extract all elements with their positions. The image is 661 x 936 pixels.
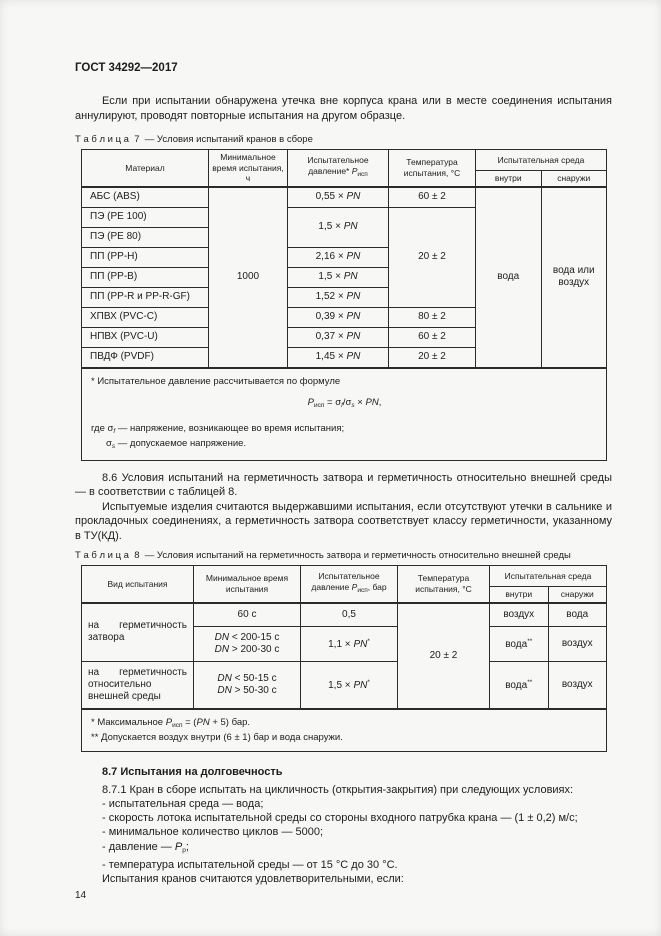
t8-header-temperature: Температура испытания, °С: [398, 566, 490, 603]
pressure-coefficient: 0,39 ×: [315, 311, 347, 322]
footnote-marker: **: [527, 679, 533, 686]
page-number: 14: [75, 889, 87, 901]
dn-condition-line: [198, 644, 296, 656]
t7-temp-cell: 20 ± 2: [389, 207, 476, 307]
t7-header-temperature: Температура испытания, °С: [389, 150, 476, 187]
t7-outside-cell: вода или воздух: [541, 187, 607, 368]
bullet-pressure-subscript: р: [182, 846, 186, 854]
t7-material-cell: ХПВХ (PVC-C): [82, 307, 209, 327]
t7-pressure-cell: [288, 247, 389, 267]
foot1-sub: исп: [172, 721, 183, 729]
footnote-marker: *: [367, 679, 370, 686]
t7-temp-cell: 80 ± 2: [389, 307, 476, 327]
t7-header-time: Минимальное время испытания, ч: [209, 150, 288, 187]
table-row: [82, 603, 607, 627]
table7: [81, 149, 607, 461]
t7-material-cell: ПП (PP-B): [82, 267, 209, 287]
foot1-end: + 5) бар.: [209, 716, 251, 728]
t8-footnote-cell: [82, 709, 607, 752]
t8-outside-cell: воздух: [548, 661, 607, 709]
t7-material-cell: НПВХ (PVC-U): [82, 327, 209, 347]
t7-header-pressure-subscript: исп: [357, 170, 368, 178]
t8-header-time: Минимальное время испытания: [194, 566, 301, 603]
formula-pn: PN: [365, 396, 379, 408]
t8-header-outside: снаружи: [548, 587, 607, 603]
pressure-coefficient: 1,5 ×: [318, 271, 344, 282]
table7-caption-text: — Условия испытаний кранов в сборе: [144, 134, 313, 145]
pressure-coefficient: 1,1 ×: [328, 639, 354, 650]
formula-times: ×: [354, 396, 366, 408]
dn-condition-line: [198, 673, 296, 685]
t8-footnote-row: [82, 709, 607, 752]
where1-sub: f: [113, 427, 116, 435]
table8-caption: [75, 550, 612, 561]
t7-inside-cell: вода: [476, 187, 542, 368]
t7-material-cell: ПЭ (PE 100): [82, 207, 209, 227]
section-8-7-1-paragraph: 8.7.1 Кран в сборе испытать на цикличность (открытия-закрытия) при следующих условиях:: [102, 783, 574, 796]
pn-symbol: PN: [353, 639, 368, 650]
bullet-pressure-end: ;: [185, 840, 189, 853]
pn-symbol: PN: [346, 331, 361, 342]
t7-header-material: Материал: [82, 150, 209, 187]
t7-material-cell: ПП (PP-H): [82, 247, 209, 267]
table8: [81, 565, 607, 752]
t7-pressure-cell: [288, 327, 389, 347]
table7-caption: [75, 134, 612, 145]
pn-symbol: PN: [346, 291, 361, 302]
formula-end: ,: [378, 396, 382, 408]
t7-footnote-cell: [82, 368, 607, 461]
pn-symbol: PN: [346, 251, 361, 262]
t8-outside-cell: воздух: [548, 626, 607, 661]
t8-time-cell: [194, 626, 301, 661]
t7-pressure-cell: [288, 307, 389, 327]
table8-caption-label: Т а б л и ц а 8: [75, 550, 145, 561]
pressure-coefficient: 0,55 ×: [315, 191, 347, 202]
medium-value: вода: [505, 680, 528, 691]
pressure-coefficient: 2,16 ×: [315, 251, 347, 262]
t7-where-line1: [91, 423, 598, 438]
formula-p-sub: исп: [313, 401, 325, 409]
t7-header-medium: Испытательная среда: [476, 150, 607, 171]
t7-header-pressure: [288, 150, 389, 187]
medium-value: вода: [505, 639, 528, 650]
t7-where-line2: [91, 438, 598, 453]
t7-formula: [91, 397, 598, 412]
pn-symbol: PN: [343, 221, 358, 232]
foot1-pn: PN: [196, 716, 210, 728]
dn-condition-text: < 200-15 с: [229, 631, 280, 643]
t7-material-cell: ПП (PP-R и PP-R-GF): [82, 287, 209, 307]
formula-eq: = σ: [324, 396, 342, 408]
t7-temp-cell: 20 ± 2: [389, 347, 476, 368]
t7-material-cell: АБС (ABS): [82, 187, 209, 208]
t8-inside-cell: воздух: [490, 603, 549, 627]
dn-symbol: DN: [214, 631, 230, 643]
t7-footnote-row: [82, 368, 607, 461]
bullet-test-medium: - испытательная среда — вода;: [102, 797, 264, 810]
t7-footnote-intro: * Испытательное давление рассчитывается по формуле: [91, 375, 341, 387]
t8-header-kind: Вид испытания: [82, 566, 194, 603]
formula-p: P: [307, 396, 314, 408]
t8-kind-cell: на герметичность относительно внешней среды: [82, 661, 194, 709]
foot1-p: P: [165, 716, 173, 728]
dn-condition-text: > 200-30 с: [229, 643, 280, 655]
pressure-coefficient: 1,5 ×: [328, 680, 354, 691]
formula-f-sub: f: [341, 401, 343, 409]
t8-footnote-1: [91, 717, 598, 732]
dn-condition-text: > 50-30 с: [231, 684, 277, 696]
where2-pre: σ: [106, 437, 112, 449]
where2-sub: s: [111, 442, 116, 450]
bullet-pressure-text: - давление —: [102, 840, 175, 853]
foot1-pre: * Максимальное: [91, 716, 166, 728]
t7-material-cell: ПЭ (PE 80): [82, 227, 209, 247]
dn-condition-text: < 50-15 с: [231, 672, 277, 684]
t7-time-cell: 1000: [209, 187, 288, 368]
t7-temp-cell: 60 ± 2: [389, 327, 476, 347]
section-8-7-title: 8.7 Испытания на долговечность: [102, 765, 283, 778]
dn-symbol: DN: [217, 684, 232, 696]
bullet-cycle-count: - минимальное количество циклов — 5000;: [102, 826, 324, 839]
t8-header-pressure-text: Испытательное давление: [311, 571, 380, 592]
intro-paragraph: Если при испытании обнаружена утечка вне корпуса крана или в месте соединения испытания аннулируют, проводят повторные испытания на другом образце.: [75, 95, 612, 122]
t8-footnote-2: ** Допускается воздух внутри (6 ± 1) бар и вода снаружи.: [91, 731, 343, 743]
bullet-pressure: [75, 840, 612, 858]
pressure-coefficient: 1,52 ×: [315, 291, 347, 302]
dn-symbol: DN: [214, 643, 230, 655]
dn-symbol: DN: [217, 672, 232, 684]
pn-symbol: PN: [353, 680, 368, 691]
t8-time-cell: [194, 661, 301, 709]
t8-header-medium: Испытательная среда: [490, 566, 607, 587]
table-row: [82, 661, 607, 709]
where1-text: — напряжение, возникающее во время испытания;: [115, 422, 345, 434]
t7-pressure-cell: [288, 187, 389, 208]
t7-header-pressure-symbol: P: [351, 165, 358, 176]
pn-symbol: PN: [346, 191, 361, 202]
footnote-marker: *: [367, 638, 370, 645]
t8-outside-cell: вода: [548, 603, 607, 627]
t8-inside-cell: [490, 661, 549, 709]
dn-condition-line: [198, 685, 296, 697]
foot1-mid: = (: [182, 716, 197, 728]
t8-header-pressure-symbol: P: [351, 581, 358, 592]
formula-slash: /σ: [342, 396, 352, 408]
footnote-marker: **: [527, 638, 533, 645]
t7-pressure-cell: [288, 267, 389, 287]
pn-symbol: PN: [346, 351, 361, 362]
section-8-6-paragraph-2: Испытуемые изделия считаются выдержавшими испытания, если отсутствуют утечки в сальнике и прокладочных соединениях, а герметичность затвора соответствует классу герметичности, указанному в ТУ(КД).: [75, 500, 612, 542]
t8-inside-cell: [490, 626, 549, 661]
t7-header-inside: внутри: [476, 171, 542, 187]
t7-header-outside: снаружи: [541, 171, 607, 187]
pn-symbol: PN: [346, 311, 361, 322]
bullet-temperature: - температура испытательной среды — от 15 °С до 30 °С.: [102, 858, 398, 871]
t8-header-pressure: [301, 566, 398, 603]
t8-pressure-cell: [301, 661, 398, 709]
bullet-flow-speed: - скорость лотока испытательной среды со стороны входного патрубка крана — (1 ± 0,2) м/с;: [102, 812, 578, 825]
t8-temp-cell: 20 ± 2: [398, 603, 490, 709]
t7-pressure-cell: [288, 287, 389, 307]
pn-symbol: PN: [343, 271, 358, 282]
t7-temp-cell: 60 ± 2: [389, 187, 476, 208]
where2-text: — допускаемое напряжение.: [115, 437, 247, 449]
t8-header-pressure-subscript: исп: [357, 586, 368, 594]
t8-time-cell: 60 с: [194, 603, 301, 627]
t7-header-pressure-text: Испытательное давление*: [307, 155, 369, 176]
dn-condition-line: [198, 632, 296, 644]
t8-header-inside: внутри: [490, 587, 549, 603]
closing-paragraph: Испытания кранов считаются удовлетворительными, если:: [102, 873, 404, 886]
t7-pressure-cell: [288, 347, 389, 368]
formula-s-sub: s: [351, 401, 355, 409]
section-8-6-paragraph-1: 8.6 Условия испытаний на герметичность затвора и герметичность относительно внешней среды — в соответствии с таблицей 8.: [75, 471, 612, 498]
t8-kind-cell: на герметичность затвора: [82, 603, 194, 662]
where1-pre: где σ: [91, 422, 114, 434]
t7-pressure-cell: [288, 207, 389, 247]
table7-caption-label: Т а б л и ц а 7: [75, 134, 145, 145]
pressure-coefficient: 1,5 ×: [318, 221, 344, 232]
t7-material-cell: ПВДФ (PVDF): [82, 347, 209, 368]
pressure-coefficient: 1,45 ×: [315, 351, 347, 362]
pressure-coefficient: 0,37 ×: [315, 331, 347, 342]
t8-pressure-cell: [301, 626, 398, 661]
bullet-pressure-symbol: P: [174, 840, 183, 853]
table-row: [82, 187, 607, 208]
t8-pressure-cell: 0,5: [301, 603, 398, 627]
table8-caption-text: — Условия испытаний на герметичность затвора и герметичность относительно внешней среды: [144, 550, 571, 561]
doc-number: ГОСТ 34292—2017: [75, 62, 178, 74]
t8-header-pressure-unit: , бар: [367, 581, 387, 592]
